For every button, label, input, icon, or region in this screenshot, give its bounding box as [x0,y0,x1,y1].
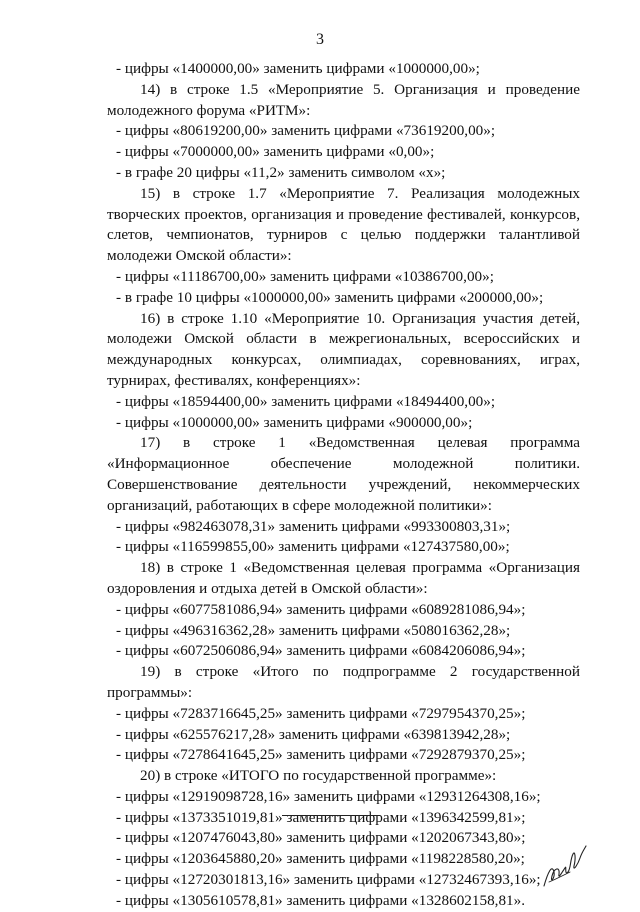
list-item: - цифры «1207476043,80» заменить цифрами «1202067343,80»; [116,829,526,847]
list-item: - цифры «80619200,00» заменить цифрами «73619200,00»; [116,122,496,140]
list-item: - цифры «1000000,00» заменить цифрами «900000,00»; [116,413,473,431]
document-body [107,59,580,912]
paragraph: 20) в строке «ИТОГО по государственной программе»: [140,767,497,785]
paragraph: 18) в строке 1 «Ведомственная целевая программа «Организация оздоровления и отдыха детей в Омской области»: [107,559,580,597]
list-item: - цифры «1305610578,81» заменить цифрами «1328602158,81». [116,891,526,909]
list-item: - цифры «6077581086,94» заменить цифрами «6089281086,94»; [116,600,526,618]
list-item: - цифры «18594400,00» заменить цифрами «18494400,00»; [116,392,496,410]
list-item: - цифры «625576217,28» заменить цифрами «639813942,28»; [116,725,511,743]
list-item: - цифры «7283716645,25» заменить цифрами «7297954370,25»; [116,704,526,722]
paragraph: 17) в строке 1 «Ведомственная целевая программа «Информационное обеспечение молодежной политики. Совершенствование деятельности учреждений, некоммерческих организаций, работающих в сфере молодежной политики»: [107,434,580,514]
paragraph: 16) в строке 1.10 «Мероприятие 10. Организация участия детей, молодежи Омской области в межрегиональных, всероссийских и международных конкурсах, олимпиадах, соревнованиях, играх, турнирах, фестивалях, конференциях»: [107,309,580,389]
footer-divider [282,815,380,816]
paragraph: 19) в строке «Итого по подпрограмме 2 государственной программы»: [107,663,580,701]
list-item: - цифры «1373351019,81» заменить цифрами «1396342599,81»; [116,808,526,826]
list-item: - цифры «12720301813,16» заменить цифрами «12732467393,16»; [116,871,541,889]
list-item: - цифры «116599855,00» заменить цифрами «127437580,00»; [116,538,510,556]
paragraph: 15) в строке 1.7 «Мероприятие 7. Реализация молодежных творческих проектов, организация и проведение фестивалей, конкурсов, слетов, чемпионатов, турниров с целью поддержки талантливой молодежи Омской области»: [107,184,580,265]
handwritten-signature [540,842,590,892]
list-item: - цифры «7278641645,25» заменить цифрами «7292879370,25»; [116,746,526,764]
list-item: - цифры «7000000,00» заменить цифрами «0,00»; [116,143,435,161]
list-item: - цифры «496316362,28» заменить цифрами «508016362,28»; [116,621,511,639]
list-item: - цифры «1400000,00» заменить цифрами «1000000,00»; [116,60,480,77]
list-item: - цифры «11186700,00» заменить цифрами «10386700,00»; [116,267,494,285]
paragraph: 14) в строке 1.5 «Мероприятие 5. Организация и проведение молодежного форума «РИТМ»: [107,80,580,119]
list-item: - цифры «982463078,31» заменить цифрами «993300803,31»; [116,517,511,535]
list-item: - цифры «6072506086,94» заменить цифрами «6084206086,94»; [116,642,526,660]
list-item: - в графе 20 цифры «11,2» заменить символом «х»; [116,163,446,181]
list-item: - цифры «1203645880,20» заменить цифрами «1198228580,20»; [116,850,525,868]
page-number: 3 [316,31,324,48]
list-item: - цифры «12919098728,16» заменить цифрами «12931264308,16»; [116,787,541,805]
list-item: - в графе 10 цифры «1000000,00» заменить цифрами «200000,00»; [116,288,544,306]
